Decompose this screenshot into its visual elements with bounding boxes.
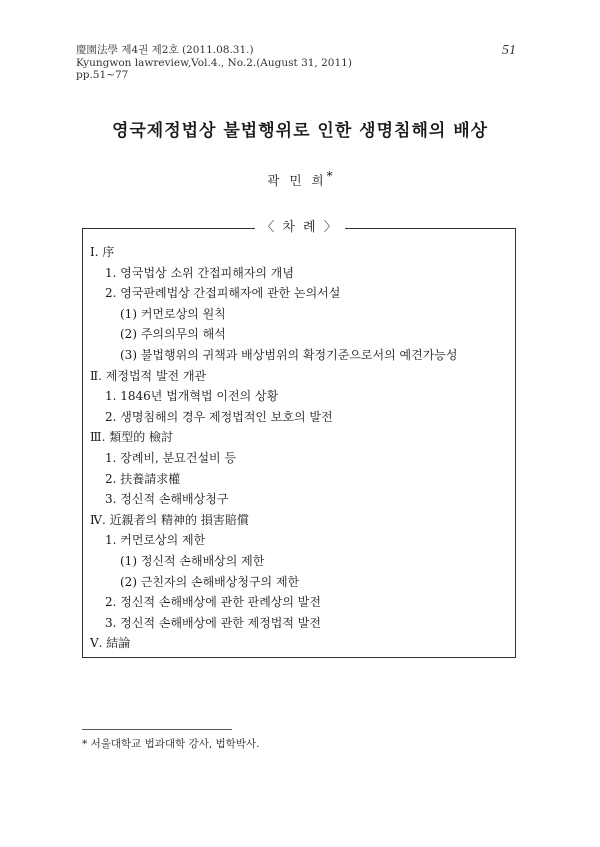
article-title: 영국제정법상 불법행위로 인한 생명침해의 배상 (111, 121, 489, 141)
toc-item: Ⅲ. 類型的 檢討 (90, 430, 174, 445)
toc-list (90, 242, 457, 654)
toc-item: 3. 정신적 손해배상에 관한 제정법적 발전 (105, 615, 321, 630)
page-range: pp.51~77 (76, 69, 129, 81)
toc-heading (0, 216, 600, 235)
page-number: 51 (502, 43, 516, 58)
toc-item: 1. 1846년 법개혁법 이전의 상황 (105, 389, 279, 404)
toc-item: 2. 영국판례법상 간접피해자에 관한 논의서설 (105, 286, 341, 301)
journal-citation-english: Kyungwon lawreview,Vol.4., No.2.(August 31, 2011) (76, 56, 352, 69)
toc-item: (1) 커먼로상의 원칙 (120, 306, 226, 321)
toc-item: 1. 영국법상 소위 간접피해자의 개념 (105, 265, 294, 280)
toc-item: 3. 정신적 손해배상청구 (105, 492, 229, 507)
author (0, 169, 600, 189)
toc-item: Ⅳ. 近親者의 精神的 損害賠償 (90, 512, 249, 527)
toc-item: 2. 정신적 손해배상에 관한 판례상의 발전 (105, 595, 321, 610)
author-name: 곽 민 희 (267, 173, 327, 189)
toc-item: 1. 커먼로상의 제한 (105, 533, 206, 548)
toc-heading-label: 〈 차 례 〉 (255, 220, 345, 235)
toc-item: (3) 불법행위의 귀책과 배상범위의 확정기준으로서의 예견가능성 (120, 347, 458, 362)
footnote: * 서울대학교 법과대학 강사, 법학박사. (82, 738, 260, 750)
toc-item: (1) 정신적 손해배상의 제한 (120, 553, 265, 568)
journal-citation: 慶園法學 제4권 제2호 (2011.08.31.) (76, 44, 254, 56)
toc-item: (2) 근친자의 손해배상청구의 제한 (120, 574, 300, 589)
journal-meta (76, 44, 352, 82)
toc-item: Ⅰ. 序 (90, 245, 115, 259)
toc-item: 1. 장례비, 분묘건설비 등 (105, 450, 237, 465)
toc-item: Ⅱ. 제정법적 발전 개관 (90, 368, 207, 383)
footnote-divider (82, 729, 232, 730)
toc-item: 2. 생명침해의 경우 제정법적인 보호의 발전 (105, 409, 333, 424)
toc-item: Ⅴ. 結論 (90, 636, 131, 651)
toc-item: 2. 扶養請求權 (105, 471, 181, 486)
toc-item: (2) 주의의무의 해석 (120, 327, 226, 342)
author-footnote-mark: * (326, 169, 333, 183)
